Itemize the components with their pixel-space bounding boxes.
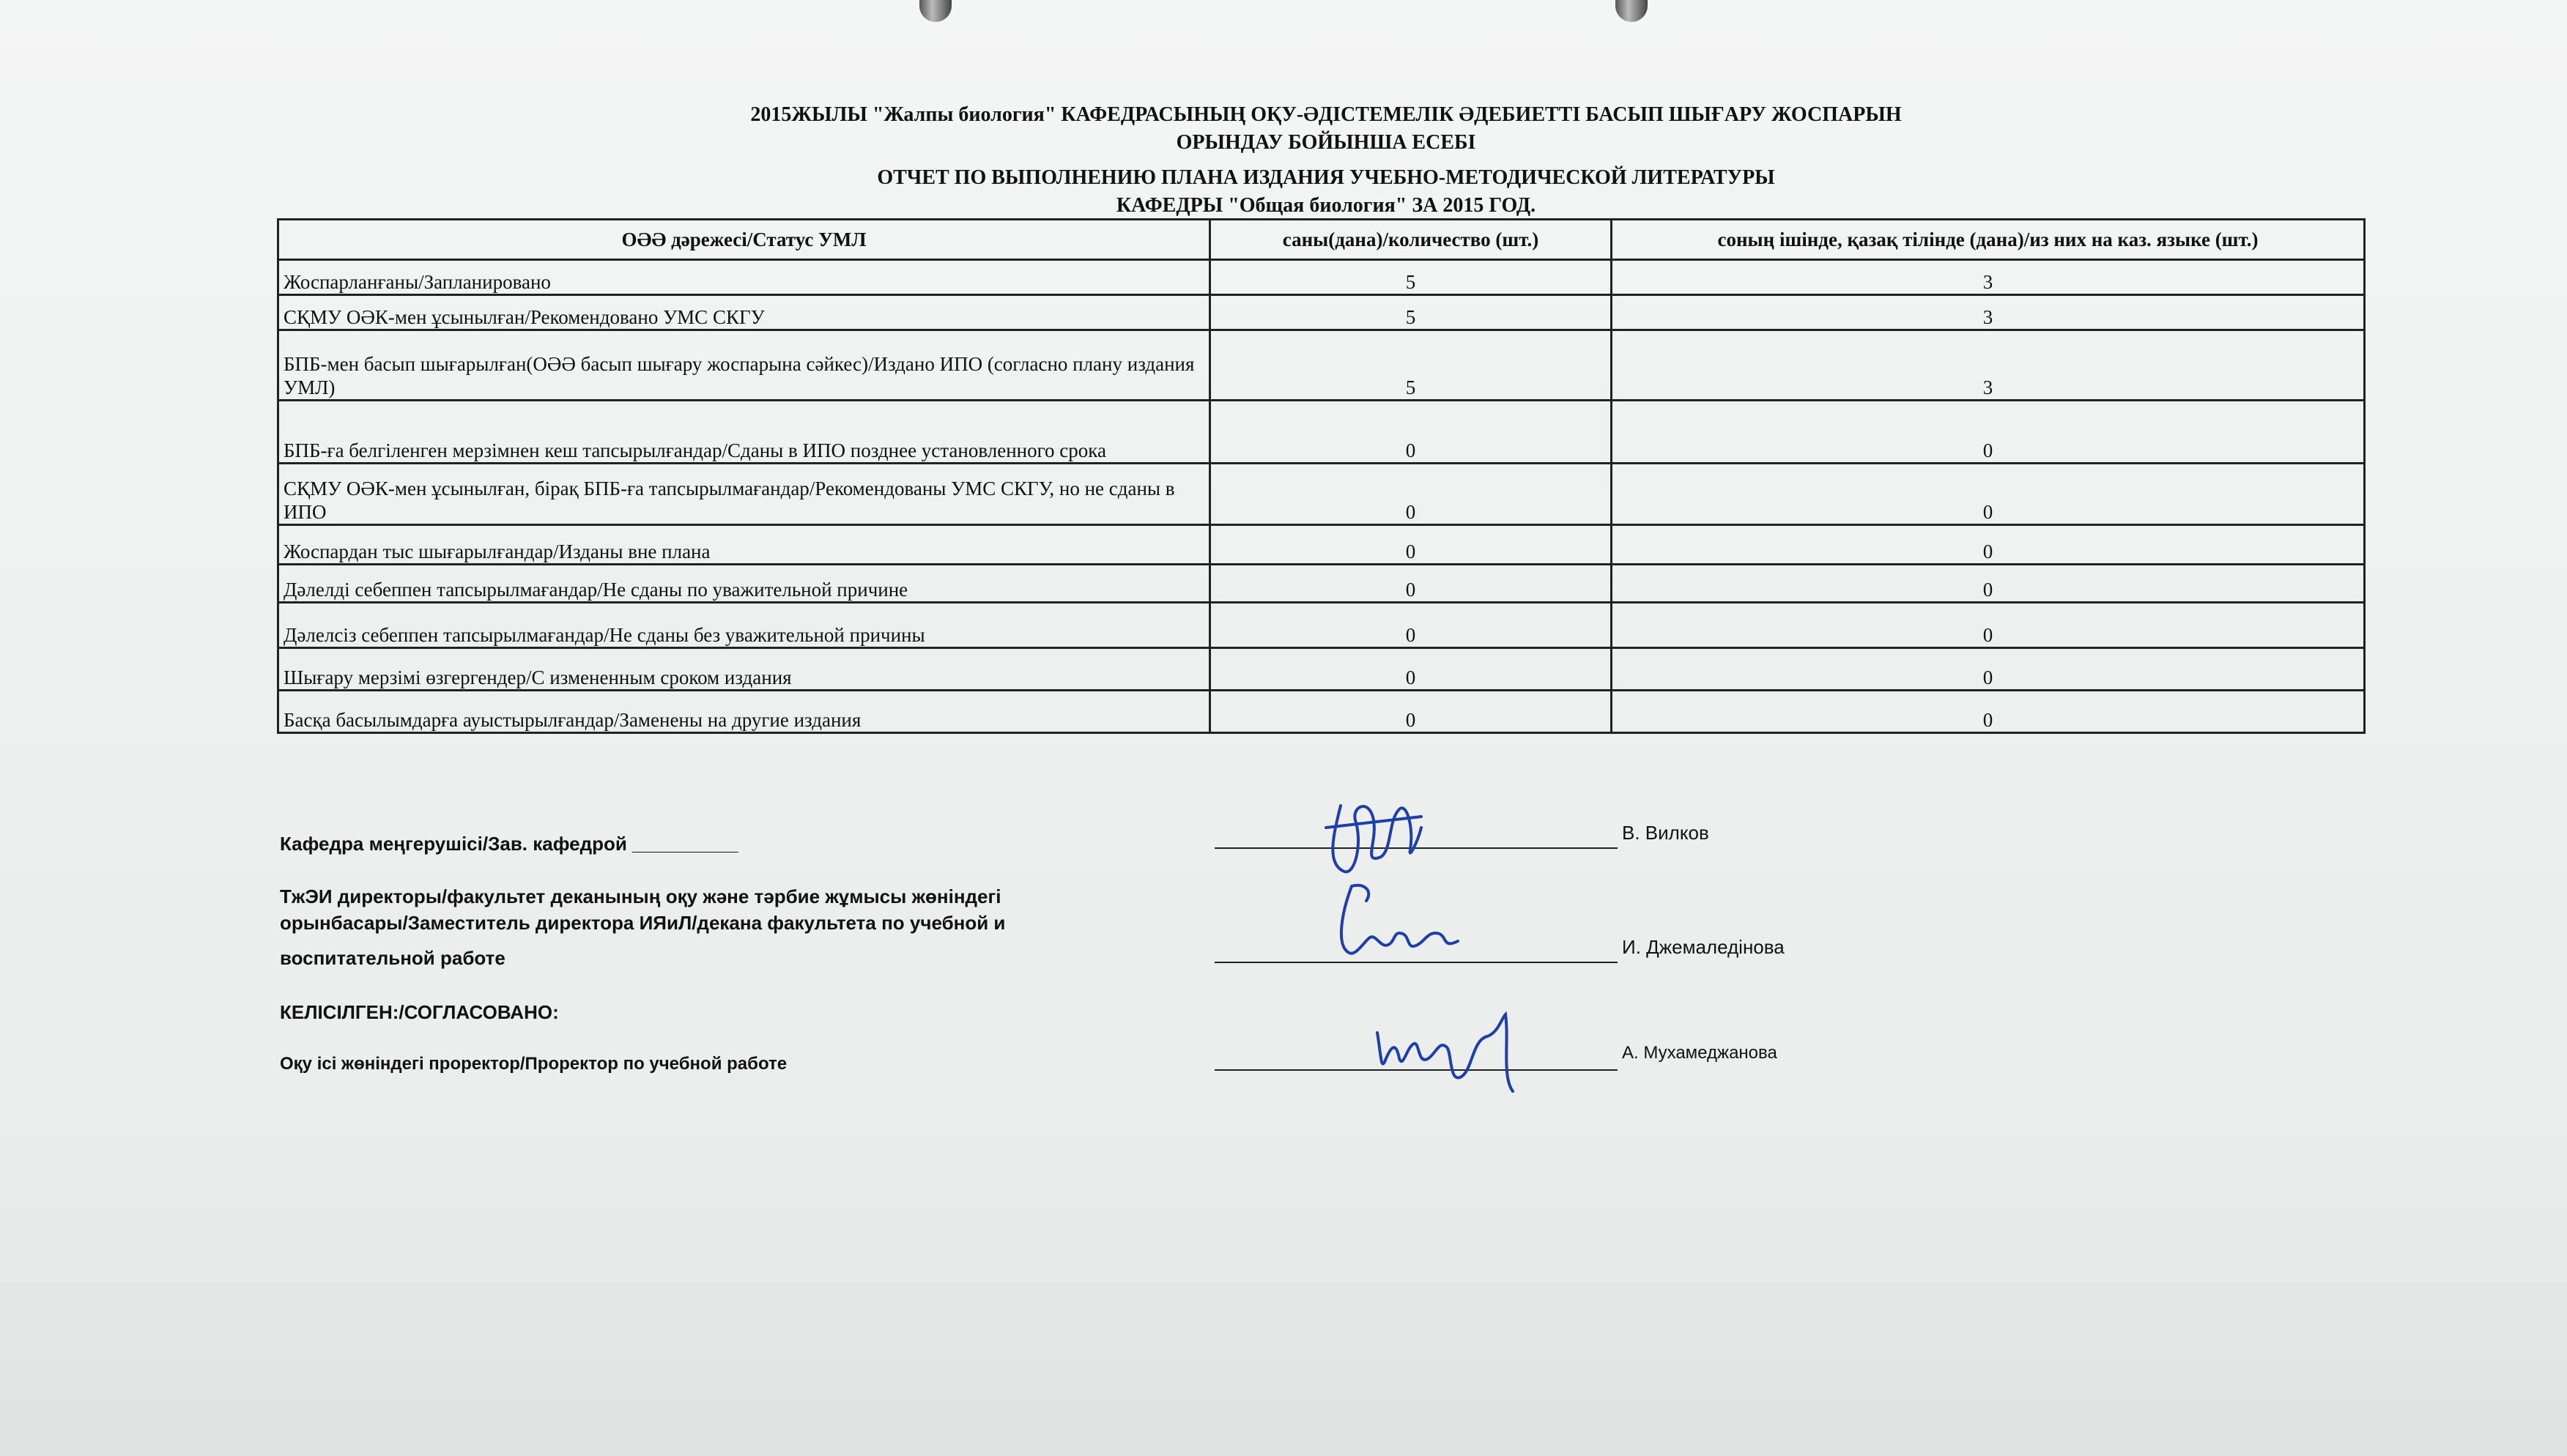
- title-kazakh-line1: 2015ЖЫЛЫ "Жалпы биология" КАФЕДРАСЫНЫҢ ОҚУ-ӘДІСТЕМЕЛІК ӘДЕБИЕТТІ БАСЫП ШЫҒАРУ ЖОСПАРЫН: [750, 103, 1902, 126]
- table-row: [278, 295, 2365, 330]
- row-count: 0: [1210, 401, 1612, 464]
- column-header-status: ОӘӘ дәрежесі/Статус УМЛ: [278, 220, 1210, 260]
- deputy-director-name: И. Джемаледінова: [1622, 936, 1785, 958]
- deputy-director-label-line3: воспитательной работе: [280, 947, 505, 969]
- deputy-director-label-line2: орынбасары/Заместитель директора ИЯиЛ/декана факультета по учебной и: [280, 912, 1006, 934]
- agreed-label: КЕЛІСІЛГЕН:/СОГЛАСОВАНО:: [280, 1001, 559, 1023]
- prorector-name: А. Мухамеджанова: [1622, 1043, 1777, 1063]
- row-status: Шығару мерзімі өзгергендер/С измененным сроком издания: [278, 648, 1210, 691]
- row-status: СҚМУ ОӘК-мен ұсынылған/Рекомендовано УМС СКГУ: [278, 295, 1210, 330]
- row-status: Дәлелді себеппен тапсырылмағандар/Не сданы по уважительной причине: [278, 565, 1210, 603]
- table-row: [278, 401, 2365, 464]
- row-status: Жоспардан тыс шығарылғандар/Изданы вне плана: [278, 525, 1210, 565]
- row-count: 0: [1210, 565, 1612, 603]
- row-kazakh-count: 0: [1612, 525, 2365, 565]
- table-row: [278, 464, 2365, 525]
- row-kazakh-count: 0: [1612, 565, 2365, 603]
- row-kazakh-count: 0: [1612, 401, 2365, 464]
- row-kazakh-count: 3: [1612, 260, 2365, 295]
- table-row: [278, 691, 2365, 733]
- table-row: [278, 330, 2365, 401]
- table-row: [278, 603, 2365, 648]
- table-row: [278, 260, 2365, 295]
- row-kazakh-count: 3: [1612, 295, 2365, 330]
- table-header-row: [278, 220, 2365, 260]
- title-russian-line1: ОТЧЕТ ПО ВЫПОЛНЕНИЮ ПЛАНА ИЗДАНИЯ УЧЕБНО-МЕТОДИЧЕСКОЙ ЛИТЕРАТУРЫ: [877, 166, 1775, 189]
- column-header-kazakh: соның ішінде, қазақ тілінде (дана)/из них на каз. языке (шт.): [1612, 220, 2365, 260]
- row-kazakh-count: 3: [1612, 330, 2365, 401]
- row-count: 0: [1210, 603, 1612, 648]
- table-row: [278, 565, 2365, 603]
- row-kazakh-count: 0: [1612, 648, 2365, 691]
- row-count: 5: [1210, 260, 1612, 295]
- row-count: 5: [1210, 295, 1612, 330]
- title-kazakh-line2: ОРЫНДАУ БОЙЫНША ЕСЕБІ: [1176, 131, 1476, 154]
- table-row: [278, 648, 2365, 691]
- row-status: Жоспарланғаны/Запланировано: [278, 260, 1210, 295]
- column-header-count: саны(дана)/количество (шт.): [1210, 220, 1612, 260]
- row-count: 0: [1210, 464, 1612, 525]
- binder-ring-left: [919, 0, 952, 22]
- table-row: [278, 525, 2365, 565]
- prorector-label: Оқу ісі жөніндегі проректор/Проректор по учебной работе: [280, 1054, 788, 1074]
- row-count: 0: [1210, 648, 1612, 691]
- row-count: 0: [1210, 525, 1612, 565]
- title-russian-line2: КАФЕДРЫ "Общая биология" ЗА 2015 ГОД.: [1116, 194, 1536, 217]
- row-status: Басқа басылымдарға ауыстырылғандар/Заменены на другие издания: [278, 691, 1210, 733]
- deputy-director-label-line1: ТжЭИ директоры/факультет деканының оқу және тәрбие жұмысы жөніндегі: [280, 885, 1001, 907]
- head-of-department-label: Кафедра меңгерушісі/Зав. кафедрой __________: [280, 833, 738, 855]
- row-status: БПБ-мен басып шығарылған(ОӘӘ басып шығару жоспарына сәйкес)/Издано ИПО (согласно плану издания УМЛ): [278, 330, 1210, 401]
- row-kazakh-count: 0: [1612, 691, 2365, 733]
- signature-prorector: [1363, 996, 1531, 1106]
- row-status: СҚМУ ОӘК-мен ұсынылған, бірақ БПБ-ға тапсырылмағандар/Рекомендованы УМС СКГУ, но не сданы в ИПО: [278, 464, 1210, 525]
- binder-ring-right: [1615, 0, 1648, 22]
- row-kazakh-count: 0: [1612, 464, 2365, 525]
- report-table: [277, 218, 2366, 734]
- page-shadow: [0, 1113, 2567, 1456]
- head-of-department-name: В. Вилков: [1622, 822, 1709, 844]
- row-count: 5: [1210, 330, 1612, 401]
- row-count: 0: [1210, 691, 1612, 733]
- row-status: БПБ-ға белгіленген мерзімнен кеш тапсырылғандар/Сданы в ИПО позднее установленного срока: [278, 401, 1210, 464]
- signature-deputy: [1311, 872, 1473, 974]
- row-status: Дәлелсіз себеппен тапсырылмағандар/Не сданы без уважительной причины: [278, 603, 1210, 648]
- row-kazakh-count: 0: [1612, 603, 2365, 648]
